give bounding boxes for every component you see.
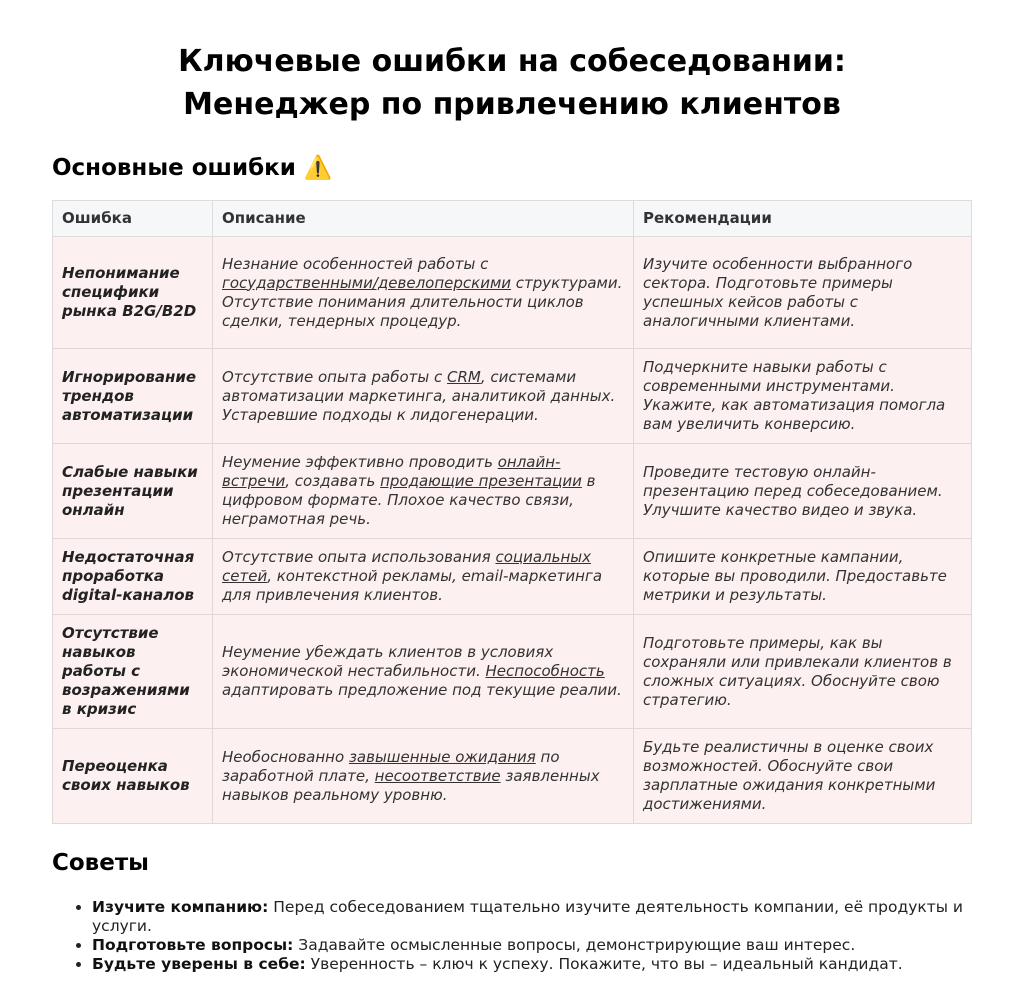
recommendation-cell: Опишите конкретные кампании, которые вы проводили. Предоставьте метрики и результаты. bbox=[634, 539, 972, 615]
recommendation-cell: Подчеркните навыки работы с современными инструментами. Укажите, как автоматизация помогла вам увеличить конверсию. bbox=[634, 349, 972, 444]
error-cell: Отсутствие навыков работы с возражениями в кризис bbox=[53, 615, 213, 729]
underlined-term: Неспособность bbox=[485, 662, 605, 680]
underlined-term: продающие презентации bbox=[380, 472, 582, 490]
description-cell bbox=[213, 444, 634, 539]
error-cell: Непонимание специфики рынка B2G/B2D bbox=[53, 237, 213, 349]
table-row bbox=[53, 729, 972, 824]
underlined-term: государственными/девелоперскими bbox=[222, 273, 512, 292]
underlined-term: онлайн-встречи bbox=[222, 453, 561, 490]
recommendation-cell: Подготовьте примеры, как вы сохраняли или привлекали клиентов в сложных ситуациях. Обоснуйте свою стратегию. bbox=[634, 615, 972, 729]
description-text: Необоснованно bbox=[222, 747, 349, 766]
title-line-2: Менеджер по привлечению клиентов bbox=[183, 87, 841, 122]
tip-item bbox=[92, 955, 972, 974]
description-text: , создавать bbox=[285, 472, 381, 490]
description-text: , системами автоматизации маркетинга, аналитикой данных. Устаревшие подходы к лидогенерации. bbox=[222, 367, 616, 424]
description-cell bbox=[213, 615, 634, 729]
tip-label: Изучите компанию: bbox=[92, 898, 269, 916]
underlined-term: CRM bbox=[447, 367, 481, 386]
error-cell: Переоценка своих навыков bbox=[53, 729, 213, 824]
table-row bbox=[53, 237, 972, 349]
header-recommendations: Рекомендации bbox=[634, 201, 972, 237]
tip-text: Уверенность – ключ к успеху. Покажите, что вы – идеальный кандидат. bbox=[305, 955, 903, 973]
error-cell: Недостаточная проработка digital-каналов bbox=[53, 539, 213, 615]
errors-heading: Основные ошибки ⚠️ bbox=[52, 155, 333, 181]
description-text: структурами. Отсутствие понимания длительности циклов сделки, тендерных процедур. bbox=[222, 273, 623, 330]
underlined-term: социальных сетей bbox=[222, 548, 591, 585]
tip-item bbox=[92, 936, 972, 955]
table-header-row bbox=[53, 201, 972, 237]
header-error: Ошибка bbox=[53, 201, 213, 237]
description-text: адаптировать предложение под текущие реалии. bbox=[222, 681, 622, 699]
recommendation-cell: Изучите особенности выбранного сектора. Подготовьте примеры успешных кейсов работы с аналогичными клиентами. bbox=[634, 237, 972, 349]
page-title bbox=[52, 40, 972, 126]
description-text: Отсутствие опыта использования bbox=[222, 548, 496, 566]
header-description: Описание bbox=[213, 201, 634, 237]
error-cell: Слабые навыки презентации онлайн bbox=[53, 444, 213, 539]
description-cell bbox=[213, 729, 634, 824]
recommendation-cell: Проведите тестовую онлайн-презентацию перед собеседованием. Улучшите качество видео и звука. bbox=[634, 444, 972, 539]
error-cell: Игнорирование трендов автоматизации bbox=[53, 349, 213, 444]
table-row bbox=[53, 444, 972, 539]
tip-label: Подготовьте вопросы: bbox=[92, 936, 294, 954]
underlined-term: несоответствие bbox=[374, 766, 501, 785]
description-text: Незнание особенностей работы с bbox=[222, 254, 489, 273]
tips-heading: Советы bbox=[52, 850, 149, 876]
description-text: по заработной плате, bbox=[222, 747, 560, 785]
underlined-term: завышенные ожидания bbox=[348, 747, 536, 766]
description-text: Неумение убеждать клиентов в условиях экономической нестабильности. bbox=[222, 643, 554, 680]
description-text: в цифровом формате. Плохое качество связи, неграмотная речь. bbox=[222, 472, 596, 528]
errors-table bbox=[52, 200, 972, 824]
description-text: , контекстной рекламы, email-маркетинга для привлечения клиентов. bbox=[222, 567, 603, 604]
description-text: Отсутствие опыта работы с bbox=[222, 367, 448, 386]
description-text: Неумение эффективно проводить bbox=[222, 453, 498, 471]
description-cell bbox=[213, 539, 634, 615]
table-body bbox=[53, 237, 972, 824]
description-cell bbox=[213, 237, 634, 349]
tips-list bbox=[52, 898, 972, 974]
tip-text: Задавайте осмысленные вопросы, демонстрирующие ваш интерес. bbox=[293, 936, 856, 954]
tip-item bbox=[92, 898, 972, 936]
tip-label: Будьте уверены в себе: bbox=[92, 955, 306, 973]
table-row bbox=[53, 615, 972, 729]
title-line-1: Ключевые ошибки на собеседовании: bbox=[178, 44, 846, 79]
recommendation-cell: Будьте реалистичны в оценке своих возможностей. Обоснуйте свои зарплатные ожидания конкретными достижениями. bbox=[634, 729, 972, 824]
table-row bbox=[53, 539, 972, 615]
table-row bbox=[53, 349, 972, 444]
description-cell bbox=[213, 349, 634, 444]
description-text: заявленных навыков реальному уровню. bbox=[222, 766, 600, 804]
tip-text: Перед собеседованием тщательно изучите деятельность компании, её продукты и услуги. bbox=[92, 898, 964, 935]
